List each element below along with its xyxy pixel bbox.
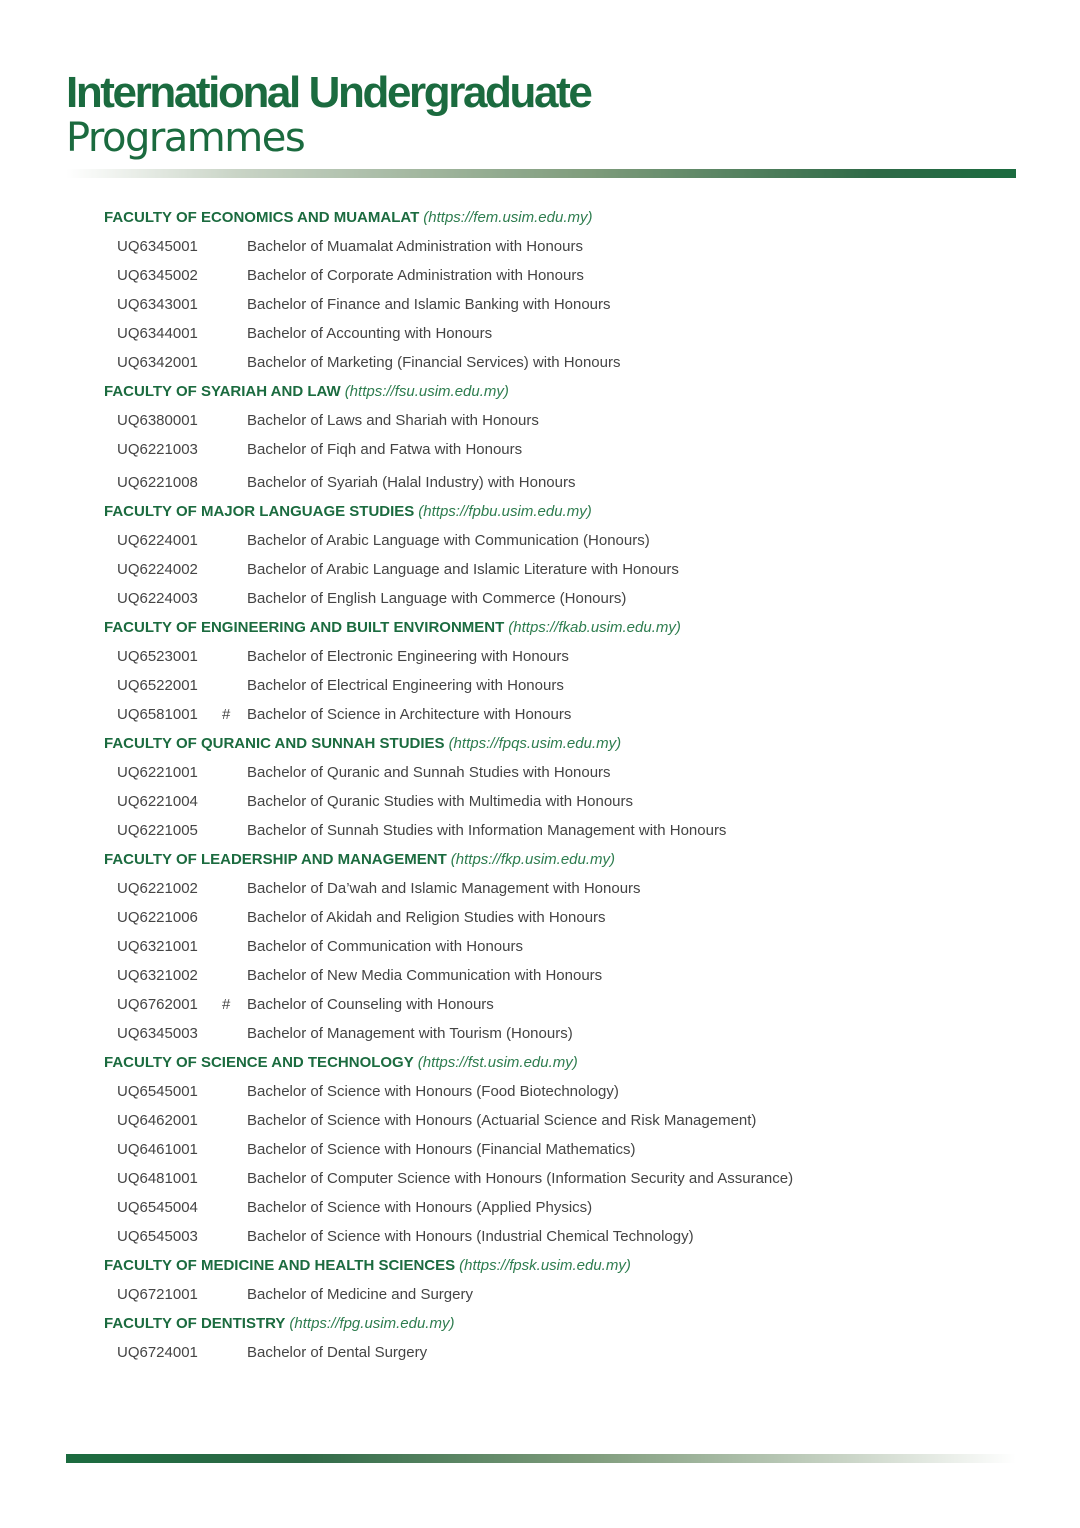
programme-name: Bachelor of Communication with Honours <box>247 938 523 955</box>
faculty-name: FACULTY OF LEADERSHIP AND MANAGEMENT <box>104 851 447 868</box>
programme-name: Bachelor of Arabic Language and Islamic Literature with Honours <box>247 561 679 578</box>
programme-code: UQ6523001 <box>117 648 198 665</box>
programme-name: Bachelor of Dental Surgery <box>247 1344 428 1361</box>
programme-name: Bachelor of Syariah (Halal Industry) with Honours <box>247 474 576 491</box>
faculty-name: FACULTY OF SCIENCE AND TECHNOLOGY <box>104 1054 414 1071</box>
programme-name: Bachelor of Medicine and Surgery <box>247 1286 473 1303</box>
programme-name: Bachelor of Da’wah and Islamic Management with Honours <box>247 880 641 897</box>
programme-row <box>104 700 1004 729</box>
faculty-url-link[interactable]: (https://fem.usim.edu.my) <box>423 209 593 226</box>
bottom-gradient-divider <box>66 1454 1016 1463</box>
programme-code: UQ6344001 <box>117 325 198 342</box>
programme-row <box>104 319 1004 348</box>
programme-code: UQ6221004 <box>117 793 198 810</box>
faculty-name: FACULTY OF QURANIC AND SUNNAH STUDIES <box>104 735 445 752</box>
programme-row <box>104 584 1004 613</box>
programme-code: UQ6581001 <box>117 706 198 723</box>
programme-code: UQ6462001 <box>117 1112 198 1129</box>
programme-name: Bachelor of Finance and Islamic Banking with Honours <box>247 296 611 313</box>
programme-code: UQ6224003 <box>117 590 198 607</box>
faculty-name: FACULTY OF MAJOR LANGUAGE STUDIES <box>104 503 415 520</box>
programme-note-mark: # <box>222 996 231 1013</box>
faculty-url-link[interactable]: (https://fkp.usim.edu.my) <box>450 851 616 868</box>
programme-name: Bachelor of Science in Architecture with Honours <box>247 706 572 723</box>
programme-row <box>104 1077 1004 1106</box>
programme-row <box>104 290 1004 319</box>
programme-row <box>104 261 1004 290</box>
programme-name: Bachelor of Science with Honours (Actuarial Science and Risk Management) <box>247 1112 757 1129</box>
programme-code: UQ6224002 <box>117 561 198 578</box>
programme-row <box>104 671 1004 700</box>
faculty-name: FACULTY OF DENTISTRY <box>104 1315 286 1332</box>
programme-row <box>104 526 1004 555</box>
programme-name: Bachelor of Science with Honours (Applied Physics) <box>247 1199 593 1216</box>
programme-row <box>104 903 1004 932</box>
programme-row <box>104 932 1004 961</box>
faculty-header <box>104 729 1004 758</box>
programme-name: Bachelor of Quranic and Sunnah Studies with Honours <box>247 764 611 781</box>
faculty-url-link[interactable]: (https://fst.usim.edu.my) <box>417 1054 578 1071</box>
faculty-header <box>104 1309 1004 1338</box>
programme-row <box>104 1135 1004 1164</box>
programme-name: Bachelor of Science with Honours (Financial Mathematics) <box>247 1141 636 1158</box>
programme-name: Bachelor of Muamalat Administration with Honours <box>247 238 583 255</box>
top-gradient-divider <box>66 169 1016 178</box>
programme-code: UQ6724001 <box>117 1344 198 1361</box>
programme-list <box>104 203 1004 1367</box>
faculty-url-link[interactable]: (https://fkab.usim.edu.my) <box>508 619 681 636</box>
faculty-name: FACULTY OF ENGINEERING AND BUILT ENVIRONMENT <box>104 619 505 636</box>
programme-row <box>104 1019 1004 1048</box>
programme-row <box>104 1106 1004 1135</box>
faculty-header <box>104 845 1004 874</box>
programme-code: UQ6721001 <box>117 1286 198 1303</box>
programme-code: UQ6345001 <box>117 238 198 255</box>
programme-name: Bachelor of Quranic Studies with Multimedia with Honours <box>247 793 634 810</box>
programme-row <box>104 1338 1004 1367</box>
programme-code: UQ6522001 <box>117 677 198 694</box>
programme-name: Bachelor of Counseling with Honours <box>247 996 494 1013</box>
programme-code: UQ6762001 <box>117 996 198 1013</box>
programme-name: Bachelor of Science with Honours (Food Biotechnology) <box>247 1083 619 1100</box>
programme-name: Bachelor of Accounting with Honours <box>247 325 493 342</box>
programme-code: UQ6461001 <box>117 1141 198 1158</box>
programme-code: UQ6545003 <box>117 1228 198 1245</box>
programme-row <box>104 406 1004 435</box>
programme-name: Bachelor of Computer Science with Honours (Information Security and Assurance) <box>247 1170 794 1187</box>
faculty-name: FACULTY OF ECONOMICS AND MUAMALAT <box>104 209 420 226</box>
programme-note-mark: # <box>222 706 231 723</box>
programme-row <box>104 1280 1004 1309</box>
programme-code: UQ6545001 <box>117 1083 198 1100</box>
faculty-url-link[interactable]: (https://fpbu.usim.edu.my) <box>418 503 592 520</box>
programme-name: Bachelor of English Language with Commerce (Honours) <box>247 590 627 607</box>
programme-code: UQ6345003 <box>117 1025 198 1042</box>
faculty-header <box>104 1251 1004 1280</box>
programme-code: UQ6380001 <box>117 412 198 429</box>
programme-row <box>104 990 1004 1019</box>
programme-code: UQ6545004 <box>117 1199 198 1216</box>
programme-row <box>104 232 1004 261</box>
programme-code: UQ6321001 <box>117 938 198 955</box>
programme-row <box>104 348 1004 377</box>
programme-row <box>104 787 1004 816</box>
programme-row <box>104 1193 1004 1222</box>
programme-row <box>104 642 1004 671</box>
programme-name: Bachelor of Electrical Engineering with Honours <box>247 677 564 694</box>
faculty-header <box>104 377 1004 406</box>
programme-row <box>104 758 1004 787</box>
faculty-header <box>104 203 1004 232</box>
faculty-header <box>104 613 1004 642</box>
programme-code: UQ6221008 <box>117 474 198 491</box>
programme-code: UQ6221002 <box>117 880 198 897</box>
programme-name: Bachelor of New Media Communication with Honours <box>247 967 603 984</box>
faculty-header <box>104 1048 1004 1077</box>
programme-code: UQ6342001 <box>117 354 198 371</box>
programme-code: UQ6343001 <box>117 296 198 313</box>
faculty-name: FACULTY OF SYARIAH AND LAW <box>104 383 341 400</box>
programme-name: Bachelor of Fiqh and Fatwa with Honours <box>247 441 523 458</box>
programme-row <box>104 961 1004 990</box>
programme-name: Bachelor of Management with Tourism (Honours) <box>247 1025 573 1042</box>
faculty-header <box>104 497 1004 526</box>
programme-name: Bachelor of Akidah and Religion Studies with Honours <box>247 909 606 926</box>
page-title <box>66 70 590 160</box>
programme-code: UQ6221003 <box>117 441 198 458</box>
faculty-url-link[interactable]: (https://fpsk.usim.edu.my) <box>459 1257 631 1274</box>
programme-name: Bachelor of Electronic Engineering with Honours <box>247 648 569 665</box>
programme-name: Bachelor of Marketing (Financial Services) with Honours <box>247 354 621 371</box>
programme-code: UQ6221001 <box>117 764 198 781</box>
programme-row <box>104 874 1004 903</box>
faculty-name: FACULTY OF MEDICINE AND HEALTH SCIENCES <box>104 1257 456 1274</box>
programme-row <box>104 1164 1004 1193</box>
faculty-url-link[interactable]: (https://fpg.usim.edu.my) <box>289 1315 455 1332</box>
programme-code: UQ6221005 <box>117 822 198 839</box>
title-line-2: Programmes <box>66 115 305 161</box>
programme-name: Bachelor of Corporate Administration with Honours <box>247 267 584 284</box>
programme-row <box>104 1222 1004 1251</box>
programme-code: UQ6481001 <box>117 1170 198 1187</box>
programme-name: Bachelor of Sunnah Studies with Information Management with Honours <box>247 822 727 839</box>
programme-code: UQ6321002 <box>117 967 198 984</box>
programme-code: UQ6224001 <box>117 532 198 549</box>
programme-row <box>104 464 1004 497</box>
programme-row <box>104 435 1004 464</box>
programme-name: Bachelor of Laws and Shariah with Honours <box>247 412 539 429</box>
programme-code: UQ6221006 <box>117 909 198 926</box>
faculty-url-link[interactable]: (https://fpqs.usim.edu.my) <box>448 735 622 752</box>
programme-row <box>104 816 1004 845</box>
programme-row <box>104 555 1004 584</box>
programme-code: UQ6345002 <box>117 267 198 284</box>
programme-name: Bachelor of Science with Honours (Industrial Chemical Technology) <box>247 1228 694 1245</box>
title-line-1: International Undergraduate <box>66 68 591 117</box>
programme-name: Bachelor of Arabic Language with Communication (Honours) <box>247 532 650 549</box>
faculty-url-link[interactable]: (https://fsu.usim.edu.my) <box>344 383 509 400</box>
